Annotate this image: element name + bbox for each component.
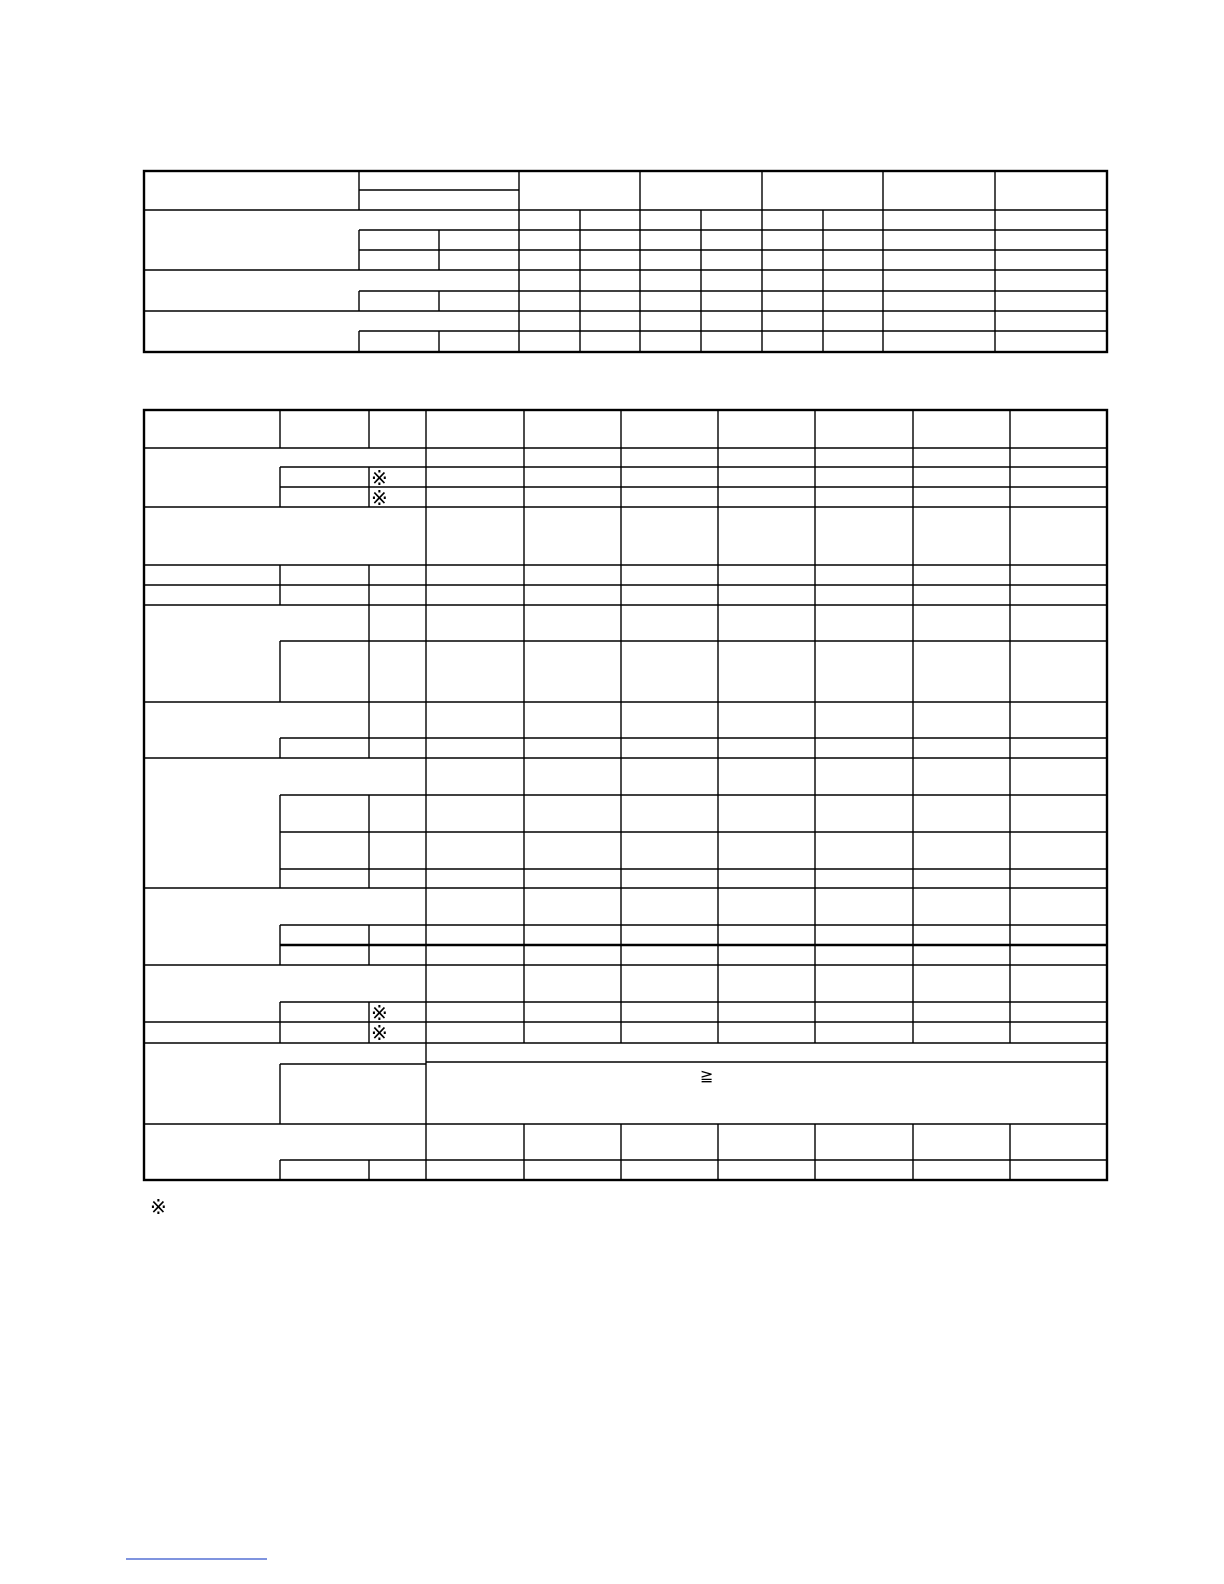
note-mark: ※	[371, 1021, 388, 1045]
lower-table	[144, 410, 1107, 1180]
note-mark: ※	[371, 466, 388, 490]
note-mark: ※	[371, 486, 388, 510]
upper-table	[144, 171, 1107, 352]
footnote-mark: ※	[150, 1195, 167, 1219]
comparison-sign: ≧	[700, 1066, 714, 1085]
note-mark: ※	[371, 1001, 388, 1025]
